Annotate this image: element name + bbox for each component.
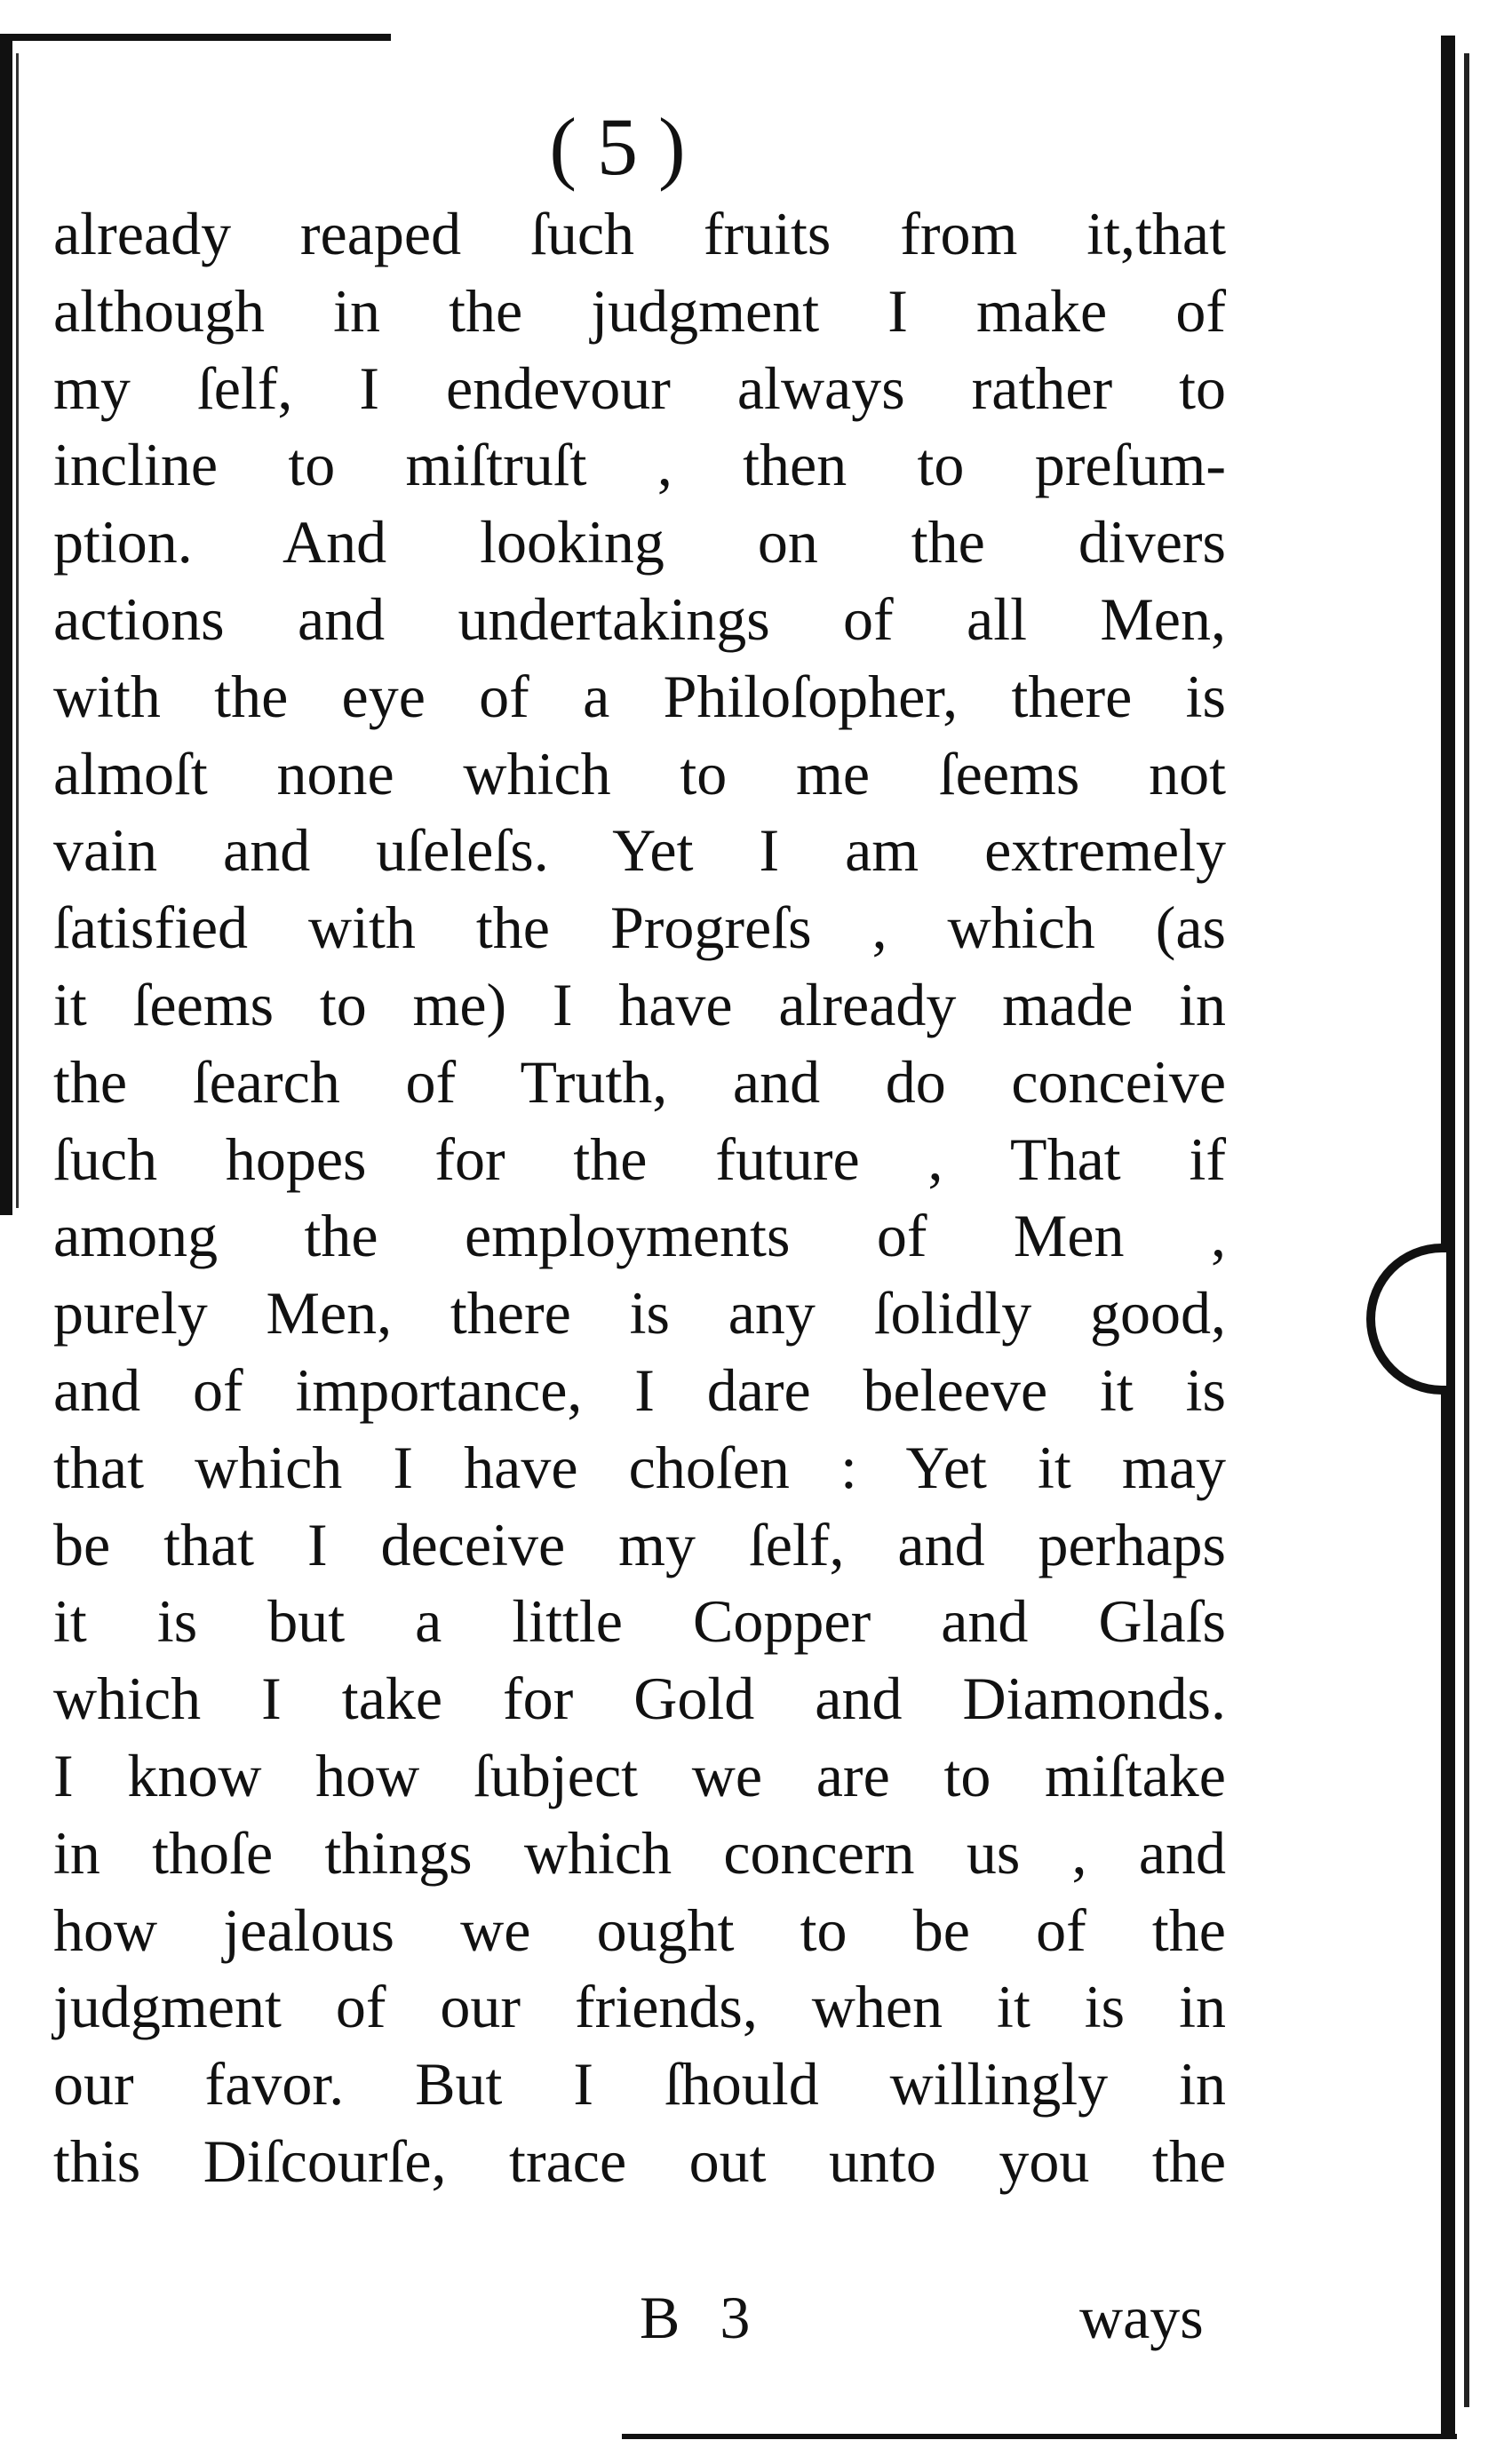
page-edge-notch [1366,1244,1446,1395]
text-line: although in the judgment I make of [53,276,1226,345]
text-line: the ſearch of Truth, and do conceive [53,1047,1226,1116]
scan-border-right-inner [1464,53,1469,2407]
text-line: vain and uſeleſs. Yet I am extremely [53,816,1226,885]
text-line: ſatisfied with the Progreſs , which (as [53,894,1226,962]
text-line: ſuch hopes for the future , That if [53,1125,1226,1193]
signature-mark: B 3 [640,2284,763,2351]
scan-border-top [0,34,391,41]
text-line: my ſelf, I endevour always rather to [53,354,1226,422]
text-line: and of importance, I dare beleeve it is [53,1355,1226,1424]
text-line: purely Men, there is any ſolidly good, [53,1279,1226,1347]
text-line: be that I deceive my ſelf, and perhaps [53,1510,1226,1578]
scan-border-left [0,34,12,1215]
body-text [53,195,1226,2200]
text-line: ption. And looking on the divers [53,508,1226,576]
text-line: it is but a little Copper and Glaſs [53,1587,1226,1656]
text-line: judgment of our friends, when it is in [53,1973,1226,2041]
text-line: this Diſcourſe, trace out unto you the [53,2126,1226,2195]
text-line: actions and undertakings of all Men, [53,584,1226,653]
text-line: which I take for Gold and Diamonds. [53,1665,1226,1733]
page-number: ( 5 ) [549,101,686,192]
text-line: almoſt none which to me ſeems not [53,739,1226,807]
text-line: in thoſe things which concern us , and [53,1818,1226,1887]
text-line: among the employments of Men , [53,1202,1226,1270]
text-line: with the eye of a Philoſopher, there is [53,662,1226,730]
text-line: that which I have choſen : Yet it may [53,1433,1226,1501]
text-line: I know how ſubject we are to miſtake [53,1741,1226,1809]
text-line: it ſeems to me) I have already made in [53,970,1226,1038]
text-line: how jealous we ought to be of the [53,1896,1226,1964]
catchword: ways [1079,2284,1204,2351]
text-line: already reaped ſuch fruits from it,that [53,200,1226,267]
text-line: our favor. But I ſhould willingly in [53,2050,1226,2118]
scan-border-bottom [622,2434,1457,2439]
scan-border-right [1441,36,1455,2434]
scan-border-left-inner [16,53,19,1208]
text-line: incline to miſtruſt , then to preſum- [53,431,1226,499]
